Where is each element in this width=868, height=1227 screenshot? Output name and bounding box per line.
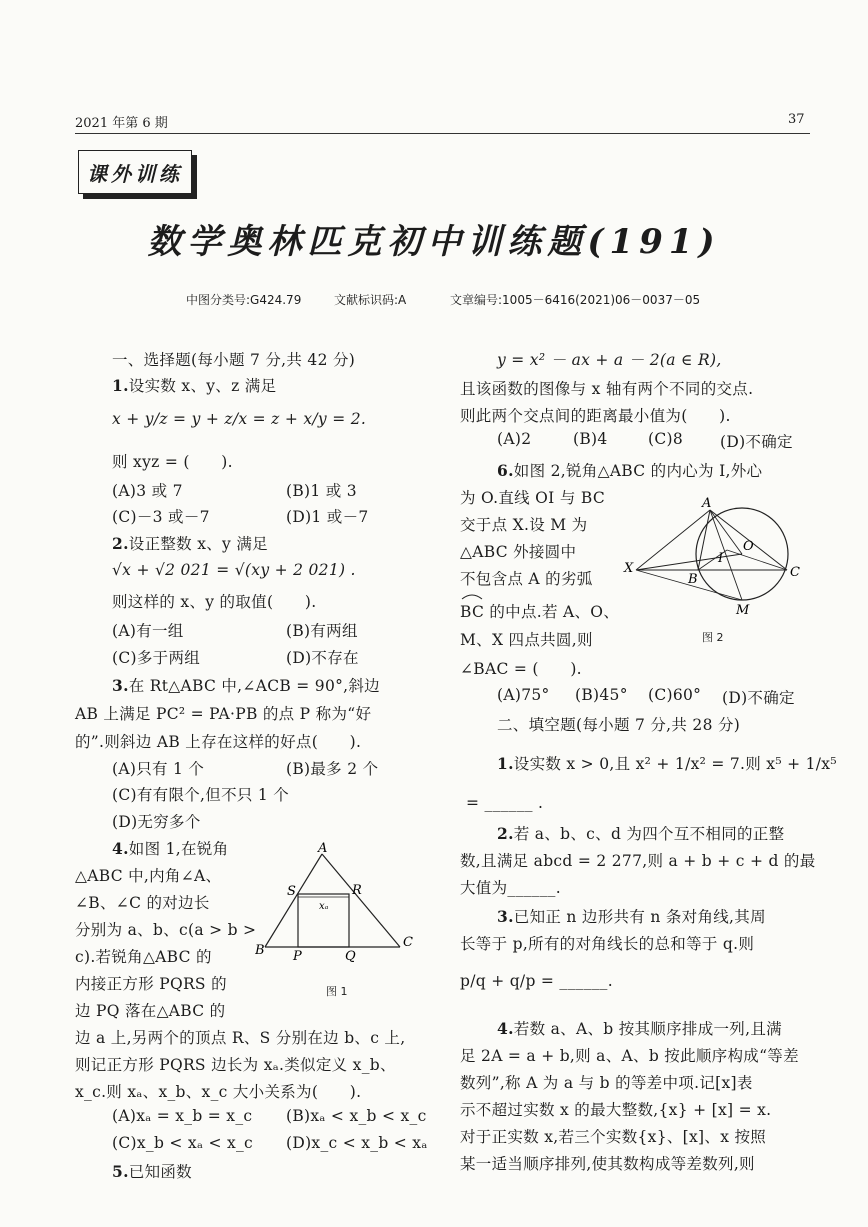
fig2-label-o: O xyxy=(743,539,754,554)
q3-line-1-text: 在 Rt△ABC 中,∠ACB = 90°,斜边 xyxy=(128,677,380,695)
fig1-label-a: A xyxy=(318,842,328,856)
f2-number: 2. xyxy=(497,824,514,843)
q1-stem xyxy=(112,374,276,396)
q4-line-7: 边 PQ 落在△ABC 的 xyxy=(75,1002,226,1020)
q5-option-c: (C)8 xyxy=(648,430,684,448)
q2-ask: 则这样的 x、y 的取值( ). xyxy=(112,593,317,611)
f2-line-1-text: 若 a、b、c、d 为四个互不相同的正整 xyxy=(513,825,785,843)
page-number: 37 xyxy=(788,112,805,127)
q3-line-3: 的”.则斜边 AB 上存在这样的好点( ). xyxy=(75,733,362,751)
q1-option-b: (B)1 或 3 xyxy=(286,482,357,500)
q3-option-d: (D)无穷多个 xyxy=(112,813,201,831)
q5-option-d: (D)不确定 xyxy=(720,433,793,451)
q2-option-d: (D)不存在 xyxy=(286,649,359,667)
q6-line-4: △ABC 外接圆中 xyxy=(460,543,577,561)
q5-line-2: 则此两个交点间的距离最小值为( ). xyxy=(460,407,731,425)
q5-option-b: (B)4 xyxy=(573,430,608,448)
q4-line-2: △ABC 中,内角∠A、 xyxy=(75,867,222,885)
q4-number: 4. xyxy=(112,839,129,858)
q3-option-a: (A)只有 1 个 xyxy=(112,760,205,778)
q6-option-b: (B)45° xyxy=(575,686,628,704)
q6-line-8: ∠BAC = ( ). xyxy=(460,660,582,678)
section-fill-heading: 二、填空题(每小题 7 分,共 28 分) xyxy=(497,716,741,734)
q3-option-b: (B)最多 2 个 xyxy=(286,760,379,778)
figure-1-diagram xyxy=(255,842,425,972)
arc-bc-mark xyxy=(460,592,484,600)
q3-number: 3. xyxy=(112,676,129,695)
q6-line-7: M、X 四点共圆,则 xyxy=(460,631,593,649)
q1-option-c: (C)－3 或－7 xyxy=(112,508,210,526)
f4-line-3: 数列”,称 A 为 a 与 b 的等差中项.记[x]表 xyxy=(460,1074,753,1092)
page-title: 数学奥林匹克初中训练题(191) xyxy=(147,222,721,262)
q4-line-8: 边 a 上,另两个的顶点 R、S 分别在边 b、c 上, xyxy=(75,1029,406,1047)
f3-line-3: p/q + q/p = ______. xyxy=(460,972,613,990)
fig2-label-x: X xyxy=(624,561,634,576)
header-rule xyxy=(75,133,810,134)
fig1-label-s: S xyxy=(287,884,296,899)
q2-stem xyxy=(112,532,268,554)
q6-option-d: (D)不确定 xyxy=(722,689,795,707)
f4-line-4: 示不超过实数 x 的最大整数,{x} + [x] = x. xyxy=(460,1101,772,1119)
fig2-label-c: C xyxy=(790,565,800,580)
f4-line-6: 某一适当顺序排列,使其数构成等差数列,则 xyxy=(460,1155,755,1173)
q6-number: 6. xyxy=(497,461,514,480)
q2-stem-text: 设正整数 x、y 满足 xyxy=(128,535,268,553)
q6-option-a: (A)75° xyxy=(497,686,550,704)
article-number: 文章编号:1005－6416(2021)06－0037－05 xyxy=(450,293,701,307)
q2-option-a: (A)有一组 xyxy=(112,622,184,640)
figure-1-caption: 图 1 xyxy=(326,985,348,998)
q1-stem-text: 设实数 x、y、z 满足 xyxy=(128,377,277,395)
fig2-label-m: M xyxy=(736,603,750,617)
q4-option-a: (A)xₐ = x_b = x_c xyxy=(112,1107,253,1125)
issue-label: 2021 年第 6 期 xyxy=(75,116,168,131)
f2-line-1 xyxy=(497,822,784,844)
q2-formula: √x + √2 021 = √(xy + 2 021) . xyxy=(112,561,356,579)
fig1-label-c: C xyxy=(403,935,413,950)
q5-stem-text: 已知函数 xyxy=(128,1163,192,1181)
column-tag: 课外训练 xyxy=(78,150,192,194)
q2-option-c: (C)多于两组 xyxy=(112,649,201,667)
q4-option-d: (D)x_c < x_b < xₐ xyxy=(286,1134,428,1152)
figure-2-diagram xyxy=(622,492,812,617)
f1-text-body: 设实数 x > 0,且 x² + 1/x² = 7.则 x⁵ + 1/x⁵ xyxy=(513,755,837,773)
q4-line-1 xyxy=(112,837,228,859)
q6-line-3: 交于点 X.设 M 为 xyxy=(460,516,588,534)
q4-option-c: (C)x_b < xₐ < x_c xyxy=(112,1134,254,1152)
q3-line-2: AB 上满足 PC² = PA·PB 的点 P 称为“好 xyxy=(75,705,372,723)
q6-line-5: 不包含点 A 的劣弧 xyxy=(460,570,593,588)
q1-number: 1. xyxy=(112,376,129,395)
fig1-label-b: B xyxy=(255,943,265,958)
fig1-side-ac xyxy=(322,854,400,947)
q6-option-c: (C)60° xyxy=(648,686,702,704)
fig1-label-q: Q xyxy=(345,949,356,964)
q4-line-6: 内接正方形 PQRS 的 xyxy=(75,975,227,993)
q1-option-a: (A)3 或 7 xyxy=(112,482,183,500)
q5-stem xyxy=(112,1160,192,1182)
q2-option-b: (B)有两组 xyxy=(286,622,358,640)
q1-ask: 则 xyz = ( ). xyxy=(112,453,233,471)
q4-line-5: c).若锐角△ABC 的 xyxy=(75,948,212,966)
q4-line-3: ∠B、∠C 的对边长 xyxy=(75,894,210,912)
f1-number: 1. xyxy=(497,754,514,773)
f3-number: 3. xyxy=(497,907,514,926)
q2-number: 2. xyxy=(112,534,129,553)
q1-formula: x + y/z = y + z/x = z + x/y = 2. xyxy=(112,410,367,428)
fig1-label-r: R xyxy=(352,883,362,898)
q6-line-6: BC 的中点.若 A、O、 xyxy=(460,603,620,621)
q5-number: 5. xyxy=(112,1162,129,1181)
f3-line-2: 长等于 p,所有的对角线长的总和等于 q.则 xyxy=(460,935,755,953)
q5-line-1: 且该函数的图像与 x 轴有两个不同的交点. xyxy=(460,380,754,398)
fig1-label-p: P xyxy=(293,949,302,964)
figure-2-caption: 图 2 xyxy=(702,631,724,644)
q6-line-2: 为 O.直线 OI 与 BC xyxy=(460,489,606,507)
fig1-side-ab xyxy=(265,854,322,947)
fig2-label-i: I xyxy=(718,551,724,566)
f1-blank: = ______ . xyxy=(466,794,544,812)
q6-line-1 xyxy=(497,459,762,481)
f3-line-1-text: 已知正 n 边形共有 n 条对角线,其周 xyxy=(513,908,766,926)
q3-option-c: (C)有有限个,但不只 1 个 xyxy=(112,786,290,804)
fig2-label-b: B xyxy=(688,572,698,587)
q4-line-4: 分别为 a、b、c(a > b > xyxy=(75,921,257,939)
fig2-line-ci xyxy=(727,550,787,570)
f2-line-2: 数,且满足 abcd = 2 277,则 a + b + c + d 的最 xyxy=(460,852,816,870)
fig2-line-ao xyxy=(710,510,742,554)
f4-number: 4. xyxy=(497,1019,514,1038)
q4-line-9: 则记正方形 PQRS 边长为 xₐ.类似定义 x_b、 xyxy=(75,1056,396,1074)
fig2-label-a: A xyxy=(702,496,712,511)
q5-formula: y = x² － ax + a － 2(a ∈ R), xyxy=(497,351,722,369)
clc-number: 中图分类号:G424.79 xyxy=(186,293,302,307)
fig2-line-xa xyxy=(636,510,710,570)
q4-option-b: (B)xₐ < x_b < x_c xyxy=(286,1107,427,1125)
q4-line-1-text: 如图 1,在锐角 xyxy=(128,840,229,858)
f4-line-2: 足 2A = a + b,则 a、A、b 按此顺序构成“等差 xyxy=(460,1047,799,1065)
f2-line-3: 大值为______. xyxy=(460,879,561,897)
section-choice-heading: 一、选择题(每小题 7 分,共 42 分) xyxy=(112,351,356,369)
f4-line-1 xyxy=(497,1017,782,1039)
fig1-label-xa: xₐ xyxy=(319,901,329,912)
f1-text xyxy=(497,752,837,774)
q3-line-1 xyxy=(112,674,380,696)
q4-line-10: x_c.则 xₐ、x_b、x_c 大小关系为( ). xyxy=(75,1083,362,1101)
document-code: 文献标识码:A xyxy=(334,293,407,307)
f4-line-5: 对于正实数 x,若三个实数{x}、[x]、x 按照 xyxy=(460,1128,767,1146)
f4-line-1-text: 若数 a、A、b 按其顺序排成一列,且满 xyxy=(513,1020,782,1038)
q1-option-d: (D)1 或－7 xyxy=(286,508,369,526)
q6-line-1-text: 如图 2,锐角△ABC 的内心为 I,外心 xyxy=(513,462,763,480)
f3-line-1 xyxy=(497,905,766,927)
fig2-side-ab xyxy=(698,510,710,570)
q5-option-a: (A)2 xyxy=(497,430,532,448)
